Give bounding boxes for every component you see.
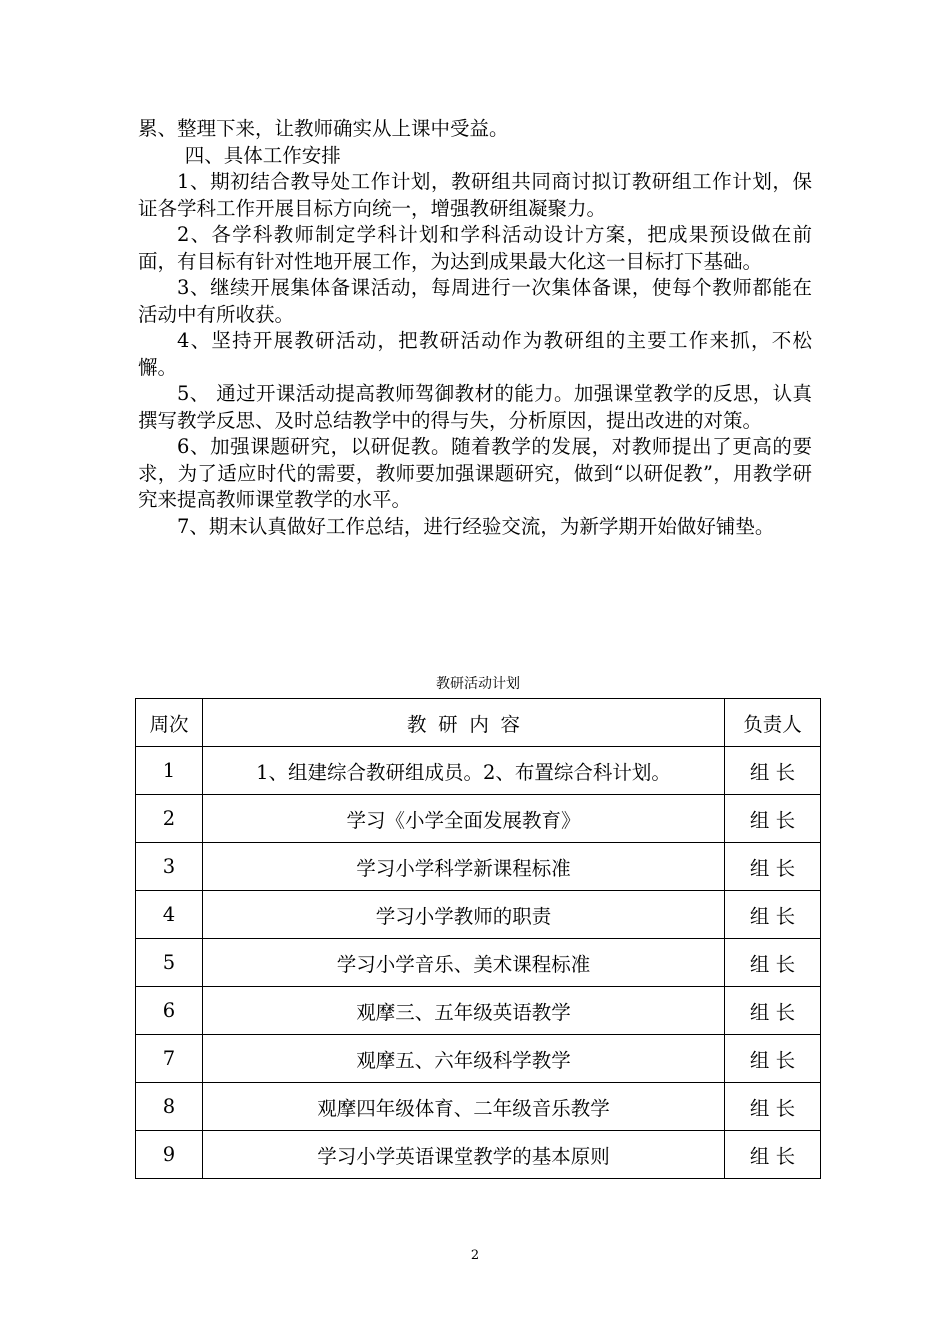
cell-week: 3 — [136, 843, 203, 891]
paragraph-item-1: 1、期初结合教导处工作计划，教研组共同商讨拟订教研组工作计划，保证各学科工作开展目标方向统一，增强教研组凝聚力。 — [138, 170, 812, 220]
table-row — [136, 747, 821, 795]
table-row — [136, 843, 821, 891]
paragraph-item-7: 7、期末认真做好工作总结，进行经验交流，为新学期开始做好铺垫。 — [177, 514, 775, 538]
cell-owner: 组 长 — [725, 987, 821, 1035]
cell-week: 8 — [136, 1083, 203, 1131]
cell-owner: 组 长 — [725, 891, 821, 939]
table-row — [136, 891, 821, 939]
cell-week: 5 — [136, 939, 203, 987]
section-heading: 四、具体工作安排 — [184, 143, 341, 167]
table-row — [136, 987, 821, 1035]
cell-content: 学习小学教师的职责 — [203, 891, 725, 939]
cell-content: 观摩五、六年级科学教学 — [203, 1035, 725, 1083]
paragraph-continuation: 累、整理下来，让教师确实从上课中受益。 — [138, 117, 509, 140]
table-row — [136, 939, 821, 987]
table-row — [136, 1131, 821, 1179]
cell-owner: 组 长 — [725, 1035, 821, 1083]
cell-week: 9 — [136, 1131, 203, 1179]
header-week: 周次 — [136, 699, 203, 747]
cell-week: 6 — [136, 987, 203, 1035]
cell-week: 1 — [136, 747, 203, 795]
body-text — [138, 116, 812, 540]
table-row — [136, 795, 821, 843]
cell-content: 学习《小学全面发展教育》 — [203, 795, 725, 843]
cell-week: 7 — [136, 1035, 203, 1083]
header-content-label: 教研内容 — [406, 712, 532, 736]
cell-owner: 组 长 — [725, 1083, 821, 1131]
header-content — [203, 699, 725, 747]
cell-owner: 组 长 — [725, 843, 821, 891]
cell-owner: 组 长 — [725, 747, 821, 795]
cell-owner: 组 长 — [725, 795, 821, 843]
activity-plan-table — [135, 698, 821, 1179]
page-number: 2 — [470, 1248, 480, 1263]
cell-content: 学习小学科学新课程标准 — [203, 843, 725, 891]
paragraph-item-3: 3、继续开展集体备课活动，每周进行一次集体备课，使每个教师都能在活动中有所收获。 — [138, 276, 812, 326]
paragraph-item-4: 4、坚持开展教研活动，把教研活动作为教研组的主要工作来抓，不松懈。 — [138, 329, 812, 379]
cell-content: 观摩四年级体育、二年级音乐教学 — [203, 1083, 725, 1131]
paragraph-item-2: 2、各学科教师制定学科计划和学科活动设计方案，把成果预设做在前面，有目标有针对性地开展工作，为达到成果最大化这一目标打下基础。 — [138, 223, 812, 273]
header-owner: 负责人 — [725, 699, 821, 747]
table-caption: 教研活动计划 — [436, 676, 520, 692]
cell-content: 1、组建综合教研组成员。2、布置综合科计划。 — [203, 747, 725, 795]
paragraph-item-5: 5、 通过开课活动提高教师驾御教材的能力。加强课堂教学的反思，认真撰写教学反思、及时总结教学中的得与失，分析原因，提出改进的对策。 — [138, 382, 812, 432]
table-row — [136, 1035, 821, 1083]
table-row — [136, 1083, 821, 1131]
paragraph-item-6: 6、加强课题研究，以研促教。随着教学的发展，对教师提出了更高的要求，为了适应时代的需要，教师要加强课题研究，做到“以研促教”，用教学研究来提高教师课堂教学的水平。 — [138, 435, 812, 511]
cell-content: 观摩三、五年级英语教学 — [203, 987, 725, 1035]
cell-week: 2 — [136, 795, 203, 843]
cell-week: 4 — [136, 891, 203, 939]
cell-content: 学习小学音乐、美术课程标准 — [203, 939, 725, 987]
cell-owner: 组 长 — [725, 1131, 821, 1179]
cell-owner: 组 长 — [725, 939, 821, 987]
table-header-row — [136, 699, 821, 747]
cell-content: 学习小学英语课堂教学的基本原则 — [203, 1131, 725, 1179]
